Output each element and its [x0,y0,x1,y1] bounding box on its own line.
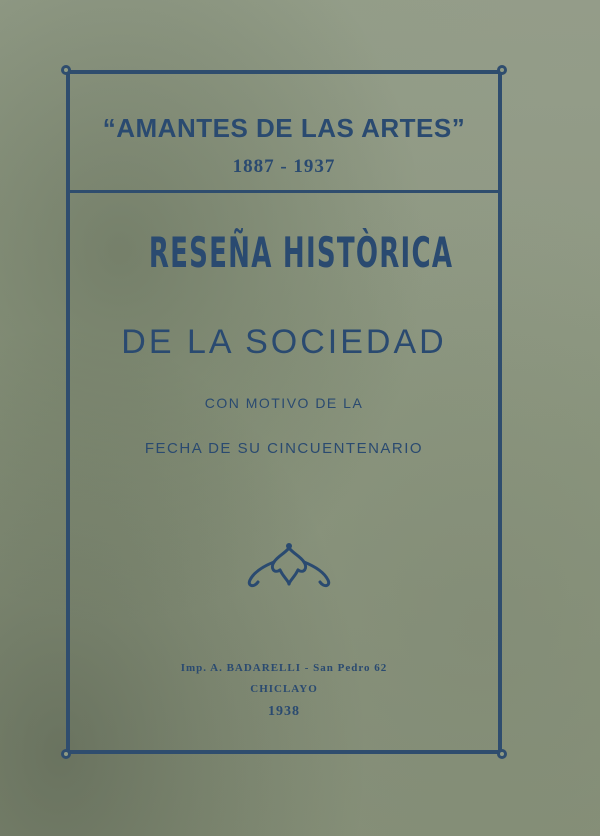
header-divider-line [66,190,502,193]
occasion-line-2: FECHA DE SU CINCUENTENARIO [144,440,424,457]
city-line: CHICLAYO [250,683,318,695]
publication-year: 1938 [268,704,300,719]
anniversary-years: 1887 - 1937 [232,156,336,177]
frame-corner-bottom-right [497,749,507,759]
occasion-line-1: CON MOTIVO DE LA [204,395,364,411]
floral-ornament-icon [244,540,334,594]
main-heading: RESEÑA HISTÒRICA [148,228,454,277]
frame-corner-top-left [61,65,71,75]
printer-line: Imp. A. BADARELLI - San Pedro 62 [180,662,388,674]
society-title: “AMANTES DE LAS ARTES” [102,113,466,143]
frame-corner-top-right [497,65,507,75]
sub-heading: DE LA SOCIEDAD [121,323,447,361]
frame-corner-bottom-left [61,749,71,759]
